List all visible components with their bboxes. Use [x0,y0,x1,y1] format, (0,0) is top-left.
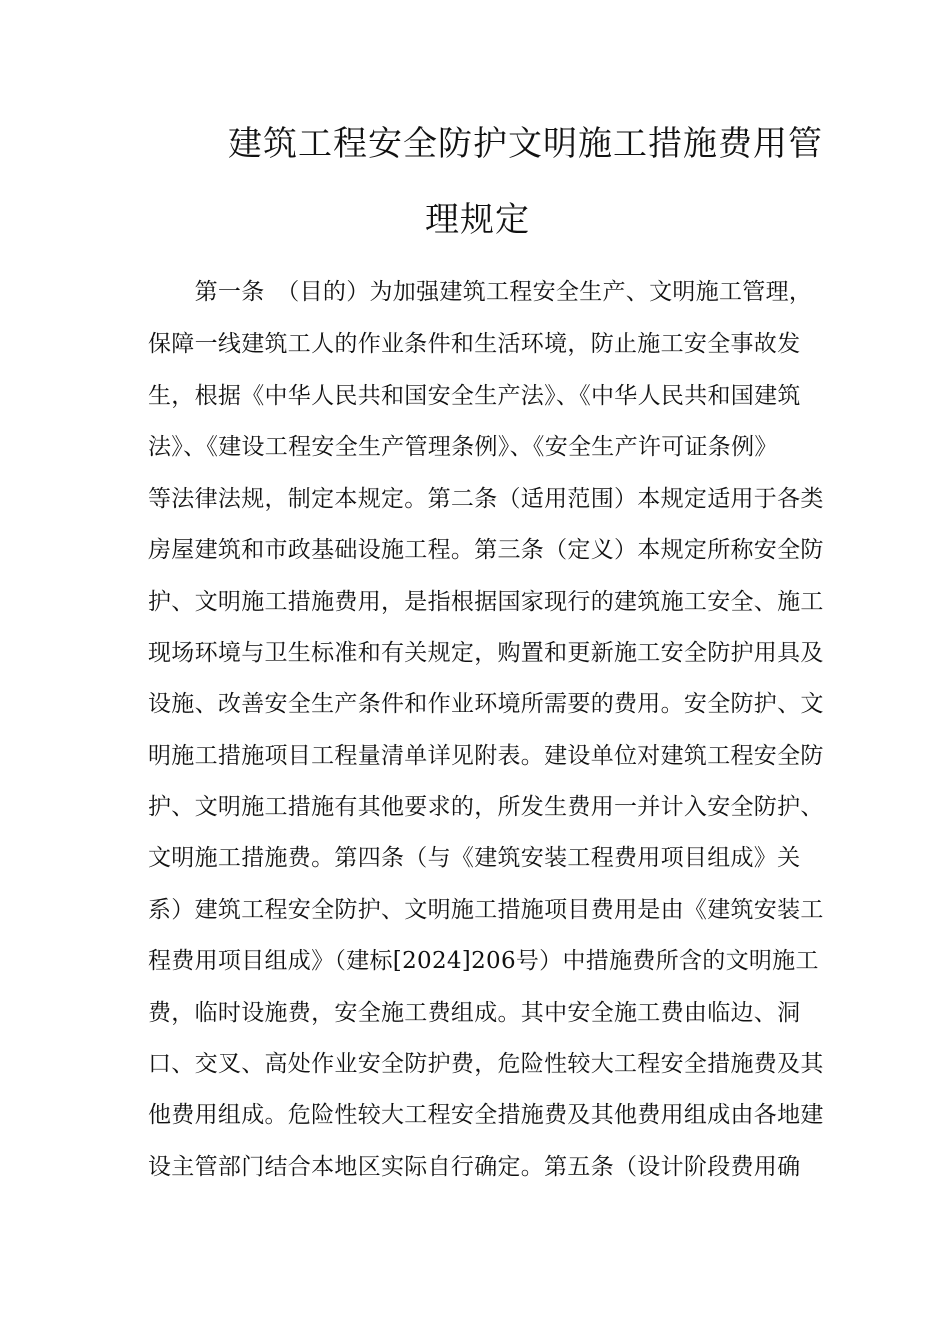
body-line: 生，根据《中华人民共和国安全生产法》、《中华人民共和国建筑 [148,383,801,409]
document-title-line-2: 理规定 [425,200,530,240]
body-line: 保障一线建筑工人的作业条件和生活环境，防止施工安全事故发 [148,331,801,357]
body-line: 文明施工措施费。第四条（与《建筑安装工程费用项目组成》关 [148,845,801,871]
body-line: 设主管部门结合本地区实际自行确定。第五条（设计阶段费用确 [148,1154,801,1180]
body-line: 口、交叉、高处作业安全防护费，危险性较大工程安全措施费及其 [148,1051,824,1077]
body-line: 程费用项目组成》（建标[2024]206号）中措施费所含的文明施工 [148,948,819,974]
body-line: 明施工措施项目工程量清单详见附表。建设单位对建筑工程安全防 [148,743,824,769]
body-line: 等法律法规，制定本规定。第二条（适用范围）本规定适用于各类 [148,486,824,512]
body-line: 房屋建筑和市政基础设施工程。第三条（定义）本规定所称安全防 [148,537,824,563]
document-title-line-1: 建筑工程安全防护文明施工措施费用管 [228,124,823,164]
body-line: 第一条 （目的）为加强建筑工程安全生产、文明施工管理， [148,279,813,305]
body-line: 现场环境与卫生标准和有关规定，购置和更新施工安全防护用具及 [148,640,824,666]
body-line: 费，临时设施费，安全施工费组成。其中安全施工费由临边、洞 [148,1000,801,1026]
body-line: 法》、《建设工程安全生产管理条例》、《安全生产许可证条例》 [148,434,778,460]
body-line: 系）建筑工程安全防护、文明施工措施项目费用是由《建筑安装工 [148,897,824,923]
body-line: 护、文明施工措施有其他要求的，所发生费用一并计入安全防护、 [148,794,824,820]
body-line: 设施、改善安全生产条件和作业环境所需要的费用。安全防护、文 [148,691,824,717]
body-line: 护、文明施工措施费用，是指根据国家现行的建筑施工安全、施工 [148,589,824,615]
body-line: 他费用组成。危险性较大工程安全措施费及其他费用组成由各地建 [148,1102,824,1128]
